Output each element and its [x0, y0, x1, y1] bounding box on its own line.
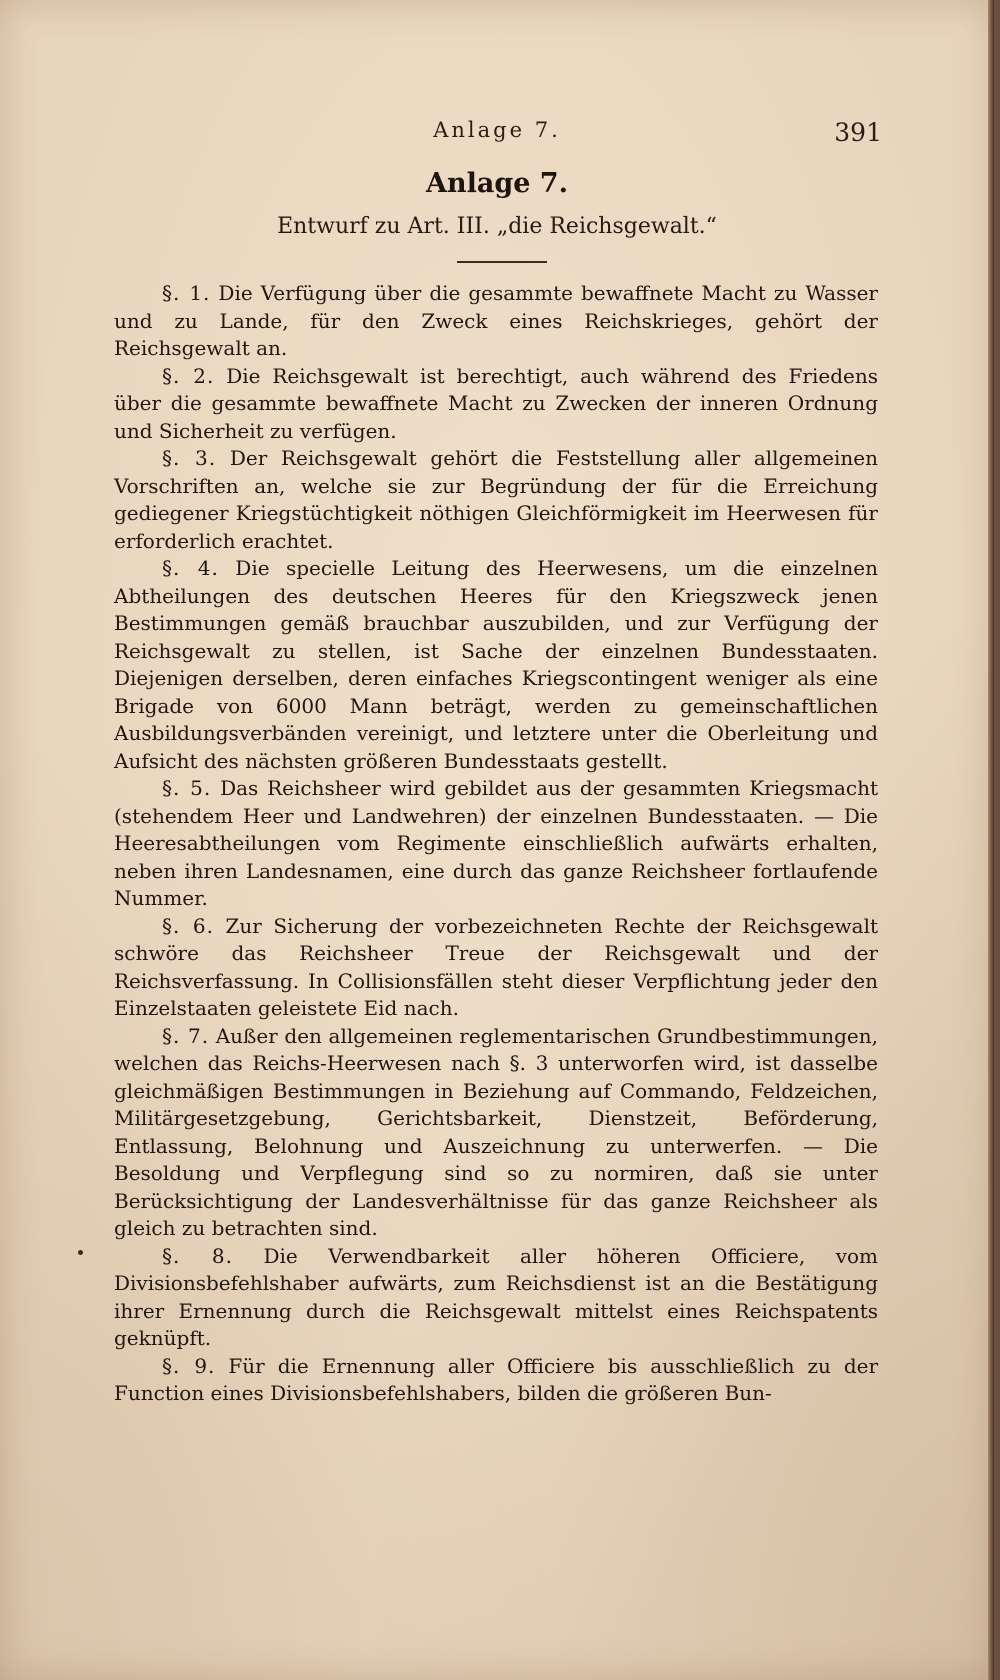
paragraph-text: Außer den allgemeinen reglementarischen Grundbestimmungen, welchen das Reichs-Heerwesen nach §. 3 unterworfen wird, ist dasselbe gleichmäßigen Bestimmungen in Beziehung auf Commando, Feldzeichen, Militärgesetzgebung, Gerichtsbarkeit, Dienstzeit, Beförderung, Entlassung, Belohnung und Auszeichnung zu unterwerfen. — Die Besoldung und Verpflegung sind so zu normiren, daß sie unter Berücksichtigung der Landesverhältnisse für das ganze Reichsheer als gleich zu betrachten sind. — [114, 1023, 879, 1240]
section-number: §. 1. — [162, 281, 211, 305]
paragraph-text: Die Verfügung über die gesammte bewaffnete Macht zu Wasser und zu Lande, für den Zweck eines Reichskrieges, gehört der Reichsgewalt an. — [114, 281, 878, 360]
paragraph-text: Die Verwendbarkeit aller höheren Officiere, vom Divisionsbefehlshaber aufwärts, zum Reichsdienst ist an die Bestätigung ihrer Ernennung durch die Reichsgewalt mittelst eines Reichspatents geknüpft. — [114, 1243, 879, 1350]
paragraph-text: Für die Ernennung aller Officiere bis ausschließlich zu der Function eines Divisionsbefehlshabers, bilden die größeren Bun- — [114, 1353, 879, 1405]
section-number: §. 9. — [162, 1353, 216, 1378]
section-number: §. 5. — [162, 776, 212, 800]
running-header — [112, 118, 882, 148]
section-title: Anlage 7. — [426, 168, 568, 199]
paragraph-8 — [114, 1243, 878, 1353]
paragraph-text: Die Reichsgewalt ist berechtigt, auch während des Friedens über die gesammte bewaffnete Macht zu Zwecken der inneren Ordnung und Sicherheit zu verfügen. — [114, 363, 878, 443]
paragraph-text: Das Reichsheer wird gebildet aus der gesammten Kriegsmacht (stehendem Heer und Landwehren) der einzelnen Bundesstaaten. — Die Heeresabtheilungen vom Regimente einschließlich aufwärts erhalten, neben ihren Landesnamen, eine durch das ganze Reichsheer fortlaufende Nummer. — [114, 776, 879, 910]
paragraph-text: Der Reichsgewalt gehört die Feststellung aller allgemeinen Vorschriften an, welche sie zur Begründung der für die Erreichung gediegener Kriegstüchtigkeit nöthigen Gleichförmigkeit im Heerwesen für erforderlich erachtet. — [114, 446, 879, 553]
paragraph-6 — [114, 913, 878, 1023]
section-number: §. 8. — [162, 1243, 233, 1268]
section-number: §. 7. — [162, 1023, 210, 1048]
paragraph-7 — [114, 1023, 878, 1243]
page-number: 391 — [834, 118, 882, 147]
paragraph-3 — [114, 445, 878, 555]
paragraph-5 — [114, 775, 878, 913]
title-rule — [457, 261, 547, 263]
paragraph-text: Zur Sicherung der vorbezeichneten Rechte der Reichsgewalt schwöre das Reichsheer Treue der Reichsgewalt und der Reichsverfassung. In Collisionsfällen steht dieser Verpflichtung jeder den Einzelstaaten geleistete Eid nach. — [114, 913, 879, 1020]
section-number: §. 3. — [162, 446, 217, 470]
paragraph-text: Die specielle Leitung des Heerwesens, um die einzelnen Abtheilungen des deutschen Heeres für den Kriegszweck jenen Bestimmungen gemäß brauchbar auszubilden, und zur Verfügung der Reichsgewalt zu stellen, ist Sache der einzelnen Bundesstaaten. Diejenigen derselben, deren einfaches Kriegscontingent weniger als eine Brigade von 6000 Mann beträgt, werden zu gemeinschaftlichen Ausbildungsverbänden vereinigt, und letztere unter die Oberleitung und Aufsicht des nächsten größeren Bundesstaats gestellt. — [114, 556, 879, 773]
section-number: §. 4. — [162, 556, 219, 580]
paragraph-9 — [114, 1353, 878, 1408]
paragraph-1 — [114, 280, 878, 363]
section-number: §. 6. — [162, 913, 214, 938]
section-number: §. 2. — [162, 363, 215, 388]
body-text — [114, 280, 878, 1408]
running-title: Anlage 7. — [433, 118, 561, 142]
ink-speck — [78, 1250, 83, 1255]
paragraph-2 — [114, 363, 878, 446]
paragraph-4 — [114, 555, 878, 775]
section-subtitle: Entwurf zu Art. III. „die Reichsgewalt.“ — [277, 214, 717, 239]
page-edge — [988, 0, 994, 1680]
